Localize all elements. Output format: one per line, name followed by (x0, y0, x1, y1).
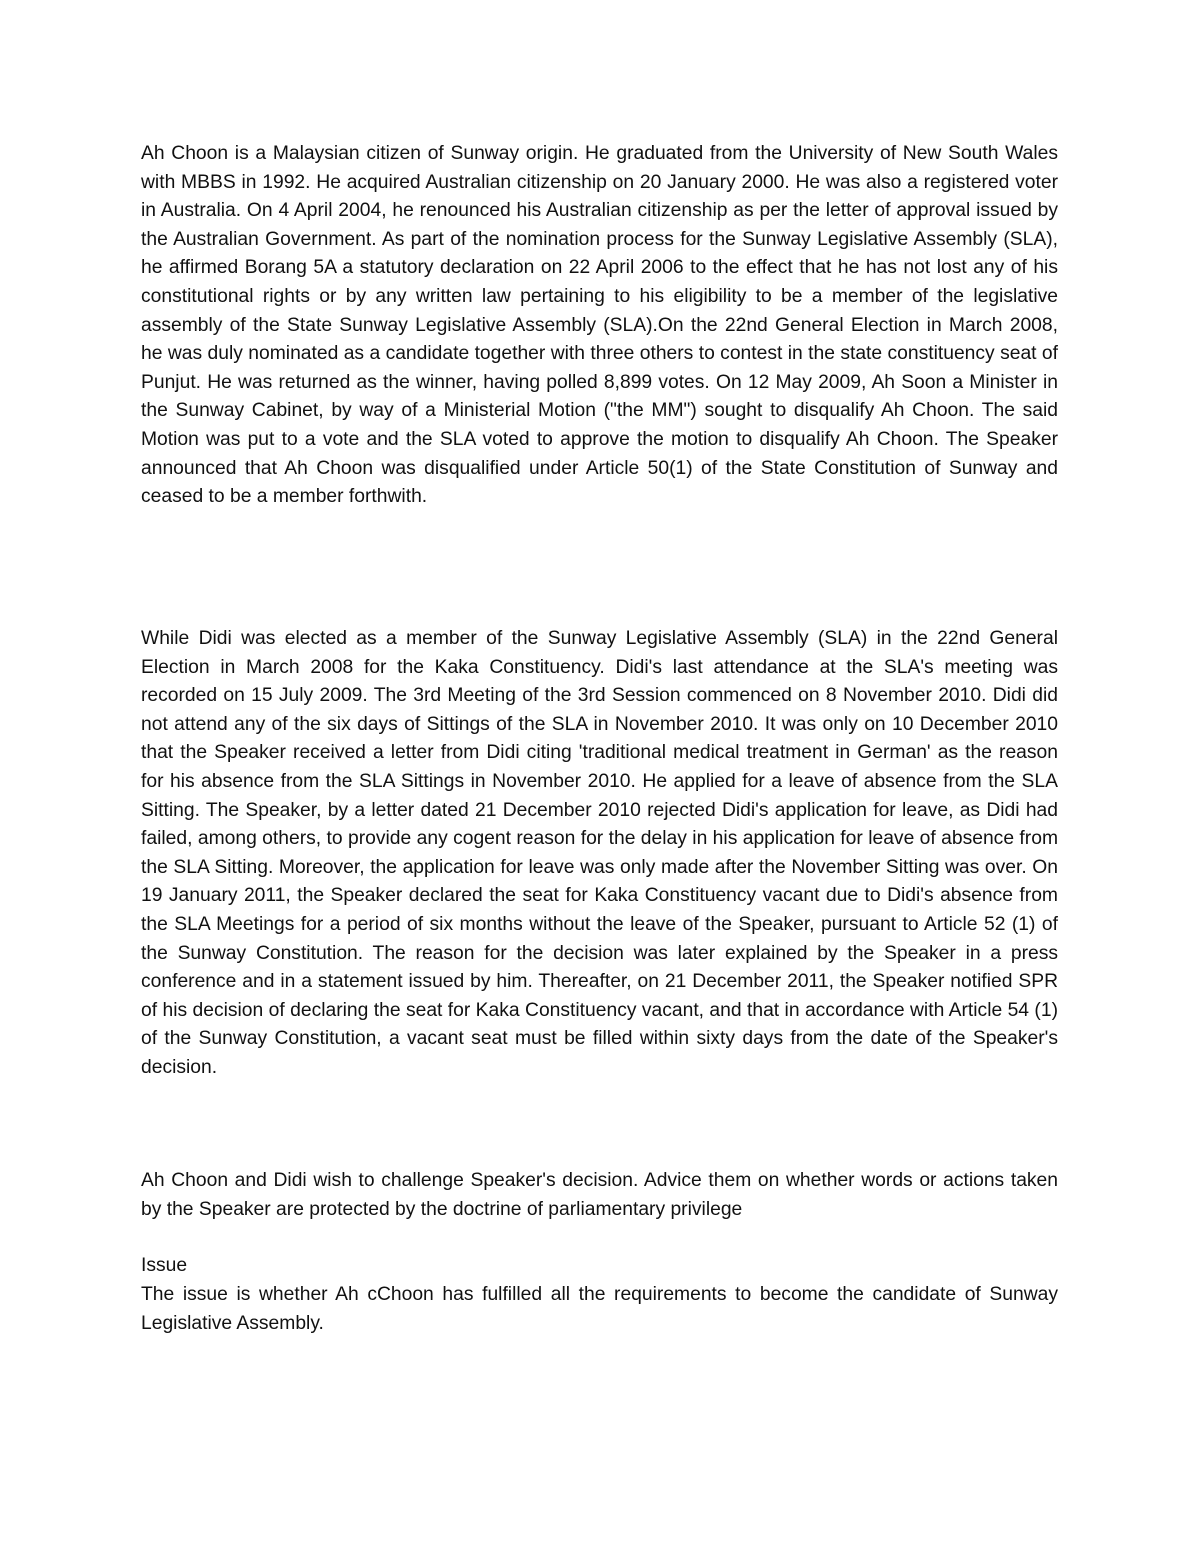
paragraph-didi-facts: While Didi was elected as a member of the Sunway Legislative Assembly (SLA) in the 22nd General Election in March 2008 for the Kaka Constituency. Didi's last attendance at the SLA's meeting was recorded on 15 July 2009. The 3rd Meeting of the 3rd Session commenced on 8 November 2010. Didi did not attend any of the six days of Sittings of the SLA in November 2010. It was only on 10 December 2010 that the Speaker received a letter from Didi citing 'traditional medical treatment in German' as the reason for his absence from the SLA Sittings in November 2010. He applied for a leave of absence from the SLA Sitting. The Speaker, by a letter dated 21 December 2010 rejected Didi's application for leave, as Didi had failed, among others, to provide any cogent reason for the delay in his application for leave of absence from the SLA Sitting. Moreover, the application for leave was only made after the November Sitting was over. On 19 January 2011, the Speaker declared the seat for Kaka Constituency vacant due to Didi's absence from the SLA Meetings for a period of six months without the leave of the Speaker, pursuant to Article 52 (1) of the Sunway Constitution. The reason for the decision was later explained by the Speaker in a press conference and in a statement issued by him. Thereafter, on 21 December 2011, the Speaker notified SPR of his decision of declaring the seat for Kaka Constituency vacant, and that in accordance with Article 54 (1) of the Sunway Constitution, a vacant seat must be filled within sixty days from the date of the Speaker's decision. (141, 628, 1058, 1078)
paragraph-ah-choon-facts: Ah Choon is a Malaysian citizen of Sunway origin. He graduated from the University of New South Wales with MBBS in 1992. He acquired Australian citizenship on 20 January 2000. He was also a registered voter in Australia. On 4 April 2004, he renounced his Australian citizenship as per the letter of approval issued by the Australian Government. As part of the nomination process for the Sunway Legislative Assembly (SLA), he affirmed Borang 5A a statutory declaration on 22 April 2006 to the effect that he has not lost any of his constitutional rights or by any written law pertaining to his eligibility to be a member of the legislative assembly of the State Sunway Legislative Assembly (SLA).On the 22nd General Election in March 2008, he was duly nominated as a candidate together with three others to contest in the state constituency seat of Punjut. He was returned as the winner, having polled 8,899 votes. On 12 May 2009, Ah Soon a Minister in the Sunway Cabinet, by way of a Ministerial Motion ("the MM") sought to disqualify Ah Choon. The said Motion was put to a vote and the SLA voted to approve the motion to disqualify Ah Choon. The Speaker announced that Ah Choon was disqualified under Article 50(1) of the State Constitution of Sunway and ceased to be a member forthwith. (141, 143, 1058, 508)
paragraph-question: Ah Choon and Didi wish to challenge Speaker's decision. Advice them on whether words or actions taken by the Speaker are protected by the doctrine of parliamentary privilege (141, 1170, 1058, 1220)
issue-text: The issue is whether Ah cChoon has fulfilled all the requirements to become the candidate of Sunway Legislative Assembly. (141, 1284, 1058, 1334)
issue-heading: Issue (141, 1255, 188, 1276)
